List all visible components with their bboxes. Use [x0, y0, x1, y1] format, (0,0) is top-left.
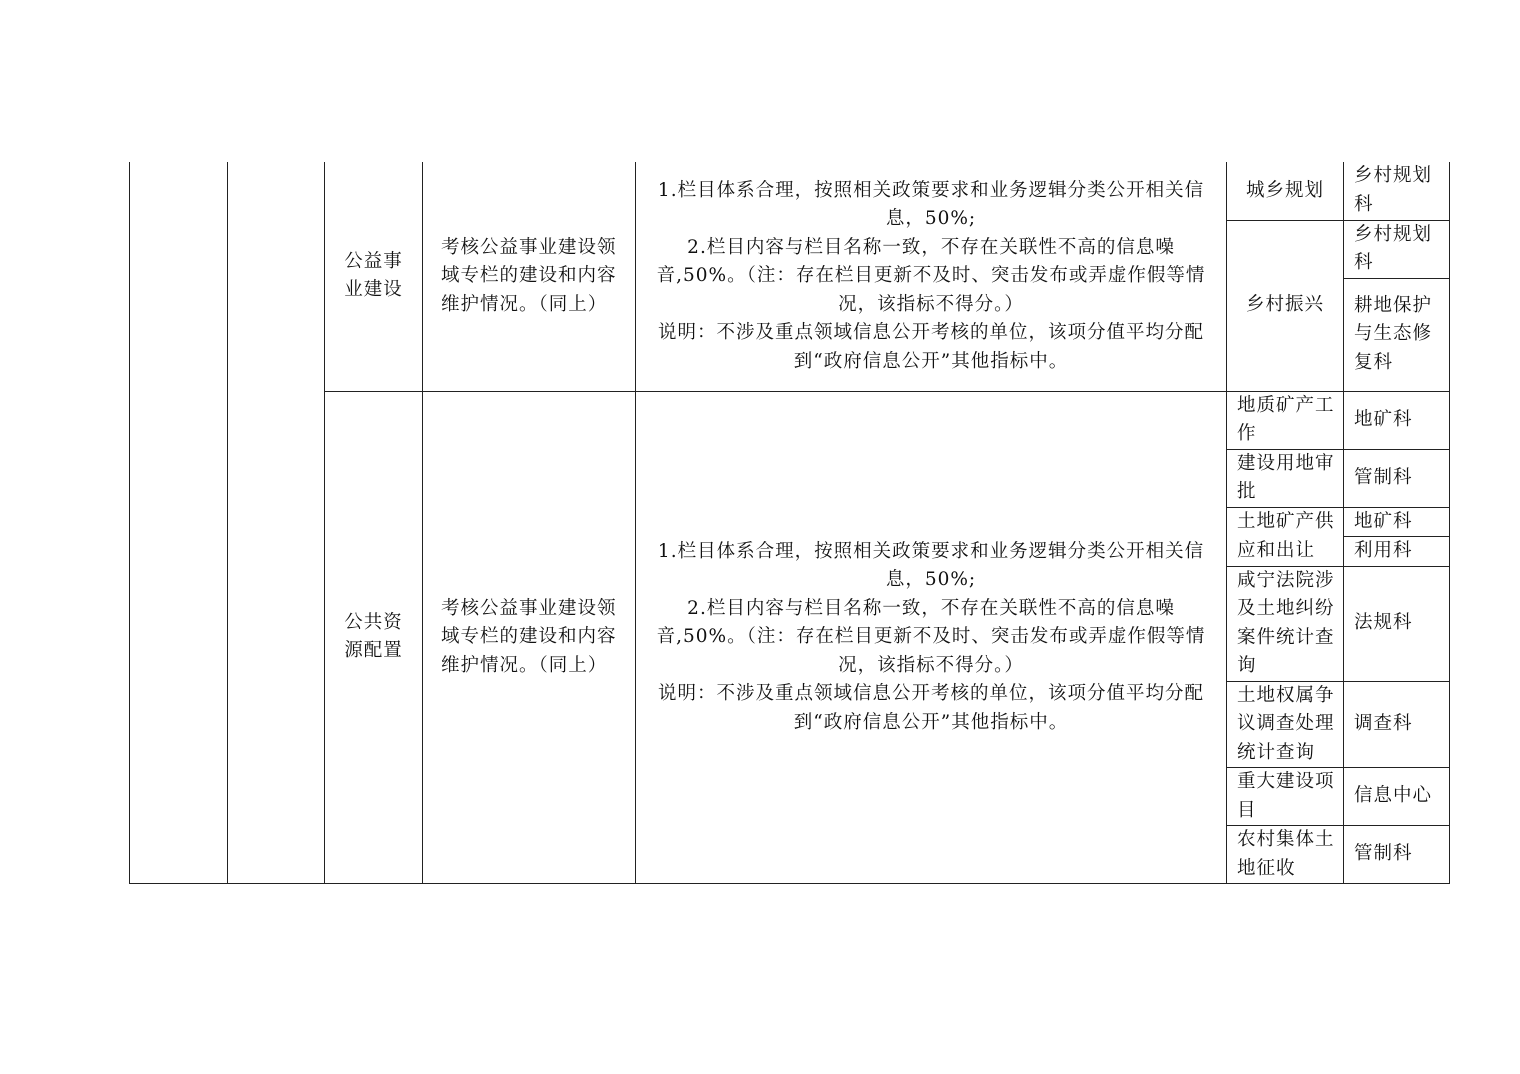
category-cell: 公共资源配置: [325, 391, 423, 884]
sub-item-cell: 地质矿产工作: [1227, 391, 1344, 449]
dept-cell: 管制科: [1344, 449, 1450, 507]
sub-item-cell: 建设用地审批: [1227, 449, 1344, 507]
standard-item: 1.栏目体系合理，按照相关政策要求和业务逻辑分类公开相关信息，50%;: [657, 179, 1205, 229]
dept-cell: 利用科: [1344, 537, 1450, 567]
sub-item-cell: 重大建设项目: [1227, 768, 1344, 826]
category-cell: 公益事业建设: [325, 162, 423, 391]
table-row: [130, 162, 1450, 220]
sub-item-cell: 土地矿产供应和出让: [1227, 507, 1344, 566]
standard-note: 说明：不涉及重点领域信息公开考核的单位，该项分值平均分配到“政府信息公开”其他指标中。: [657, 322, 1204, 372]
standard-item: 2.栏目内容与栏目名称一致，不存在关联性不高的信息噪音,50%。（注：存在栏目更新不及时、突击发布或弄虚作假等情况，该指标不得分。）: [656, 236, 1206, 315]
dept-cell: 耕地保护与生态修复科: [1344, 278, 1450, 391]
standard-item: 1.栏目体系合理，按照相关政策要求和业务逻辑分类公开相关信息，50%;: [657, 540, 1205, 590]
dept-cell: 地矿科: [1344, 391, 1450, 449]
standard-cell: [636, 162, 1227, 391]
dept-cell: 乡村规划科: [1344, 162, 1450, 220]
standard-item: 2.栏目内容与栏目名称一致，不存在关联性不高的信息噪音,50%。（注：存在栏目更新不及时、突击发布或弄虚作假等情况，该指标不得分。）: [656, 597, 1206, 676]
dept-cell: 管制科: [1344, 826, 1450, 884]
sub-item-cell: 土地权属争议调查处理统计查询: [1227, 681, 1344, 768]
sub-item-cell: 农村集体土地征收: [1227, 826, 1344, 884]
dept-cell: 法规科: [1344, 566, 1450, 681]
dept-cell: 乡村规划科: [1344, 220, 1450, 278]
standard-cell: [636, 391, 1227, 884]
table-row: [130, 391, 1450, 449]
sub-item-cell: 咸宁法院涉及土地纠纷案件统计查询: [1227, 566, 1344, 681]
empty-cell: [130, 162, 228, 884]
dept-cell: 调查科: [1344, 681, 1450, 768]
description-cell: 考核公益事业建设领域专栏的建设和内容维护情况。（同上）: [423, 391, 636, 884]
dept-cell: 信息中心: [1344, 768, 1450, 826]
standard-note: 说明：不涉及重点领域信息公开考核的单位，该项分值平均分配到“政府信息公开”其他指标中。: [657, 683, 1204, 733]
empty-cell: [228, 162, 325, 884]
sub-item-cell: 城乡规划: [1227, 162, 1344, 220]
sub-item-cell: 乡村振兴: [1227, 220, 1344, 391]
assessment-table: [129, 162, 1450, 884]
description-cell: 考核公益事业建设领域专栏的建设和内容维护情况。（同上）: [423, 162, 636, 391]
dept-cell: 地矿科: [1344, 507, 1450, 537]
